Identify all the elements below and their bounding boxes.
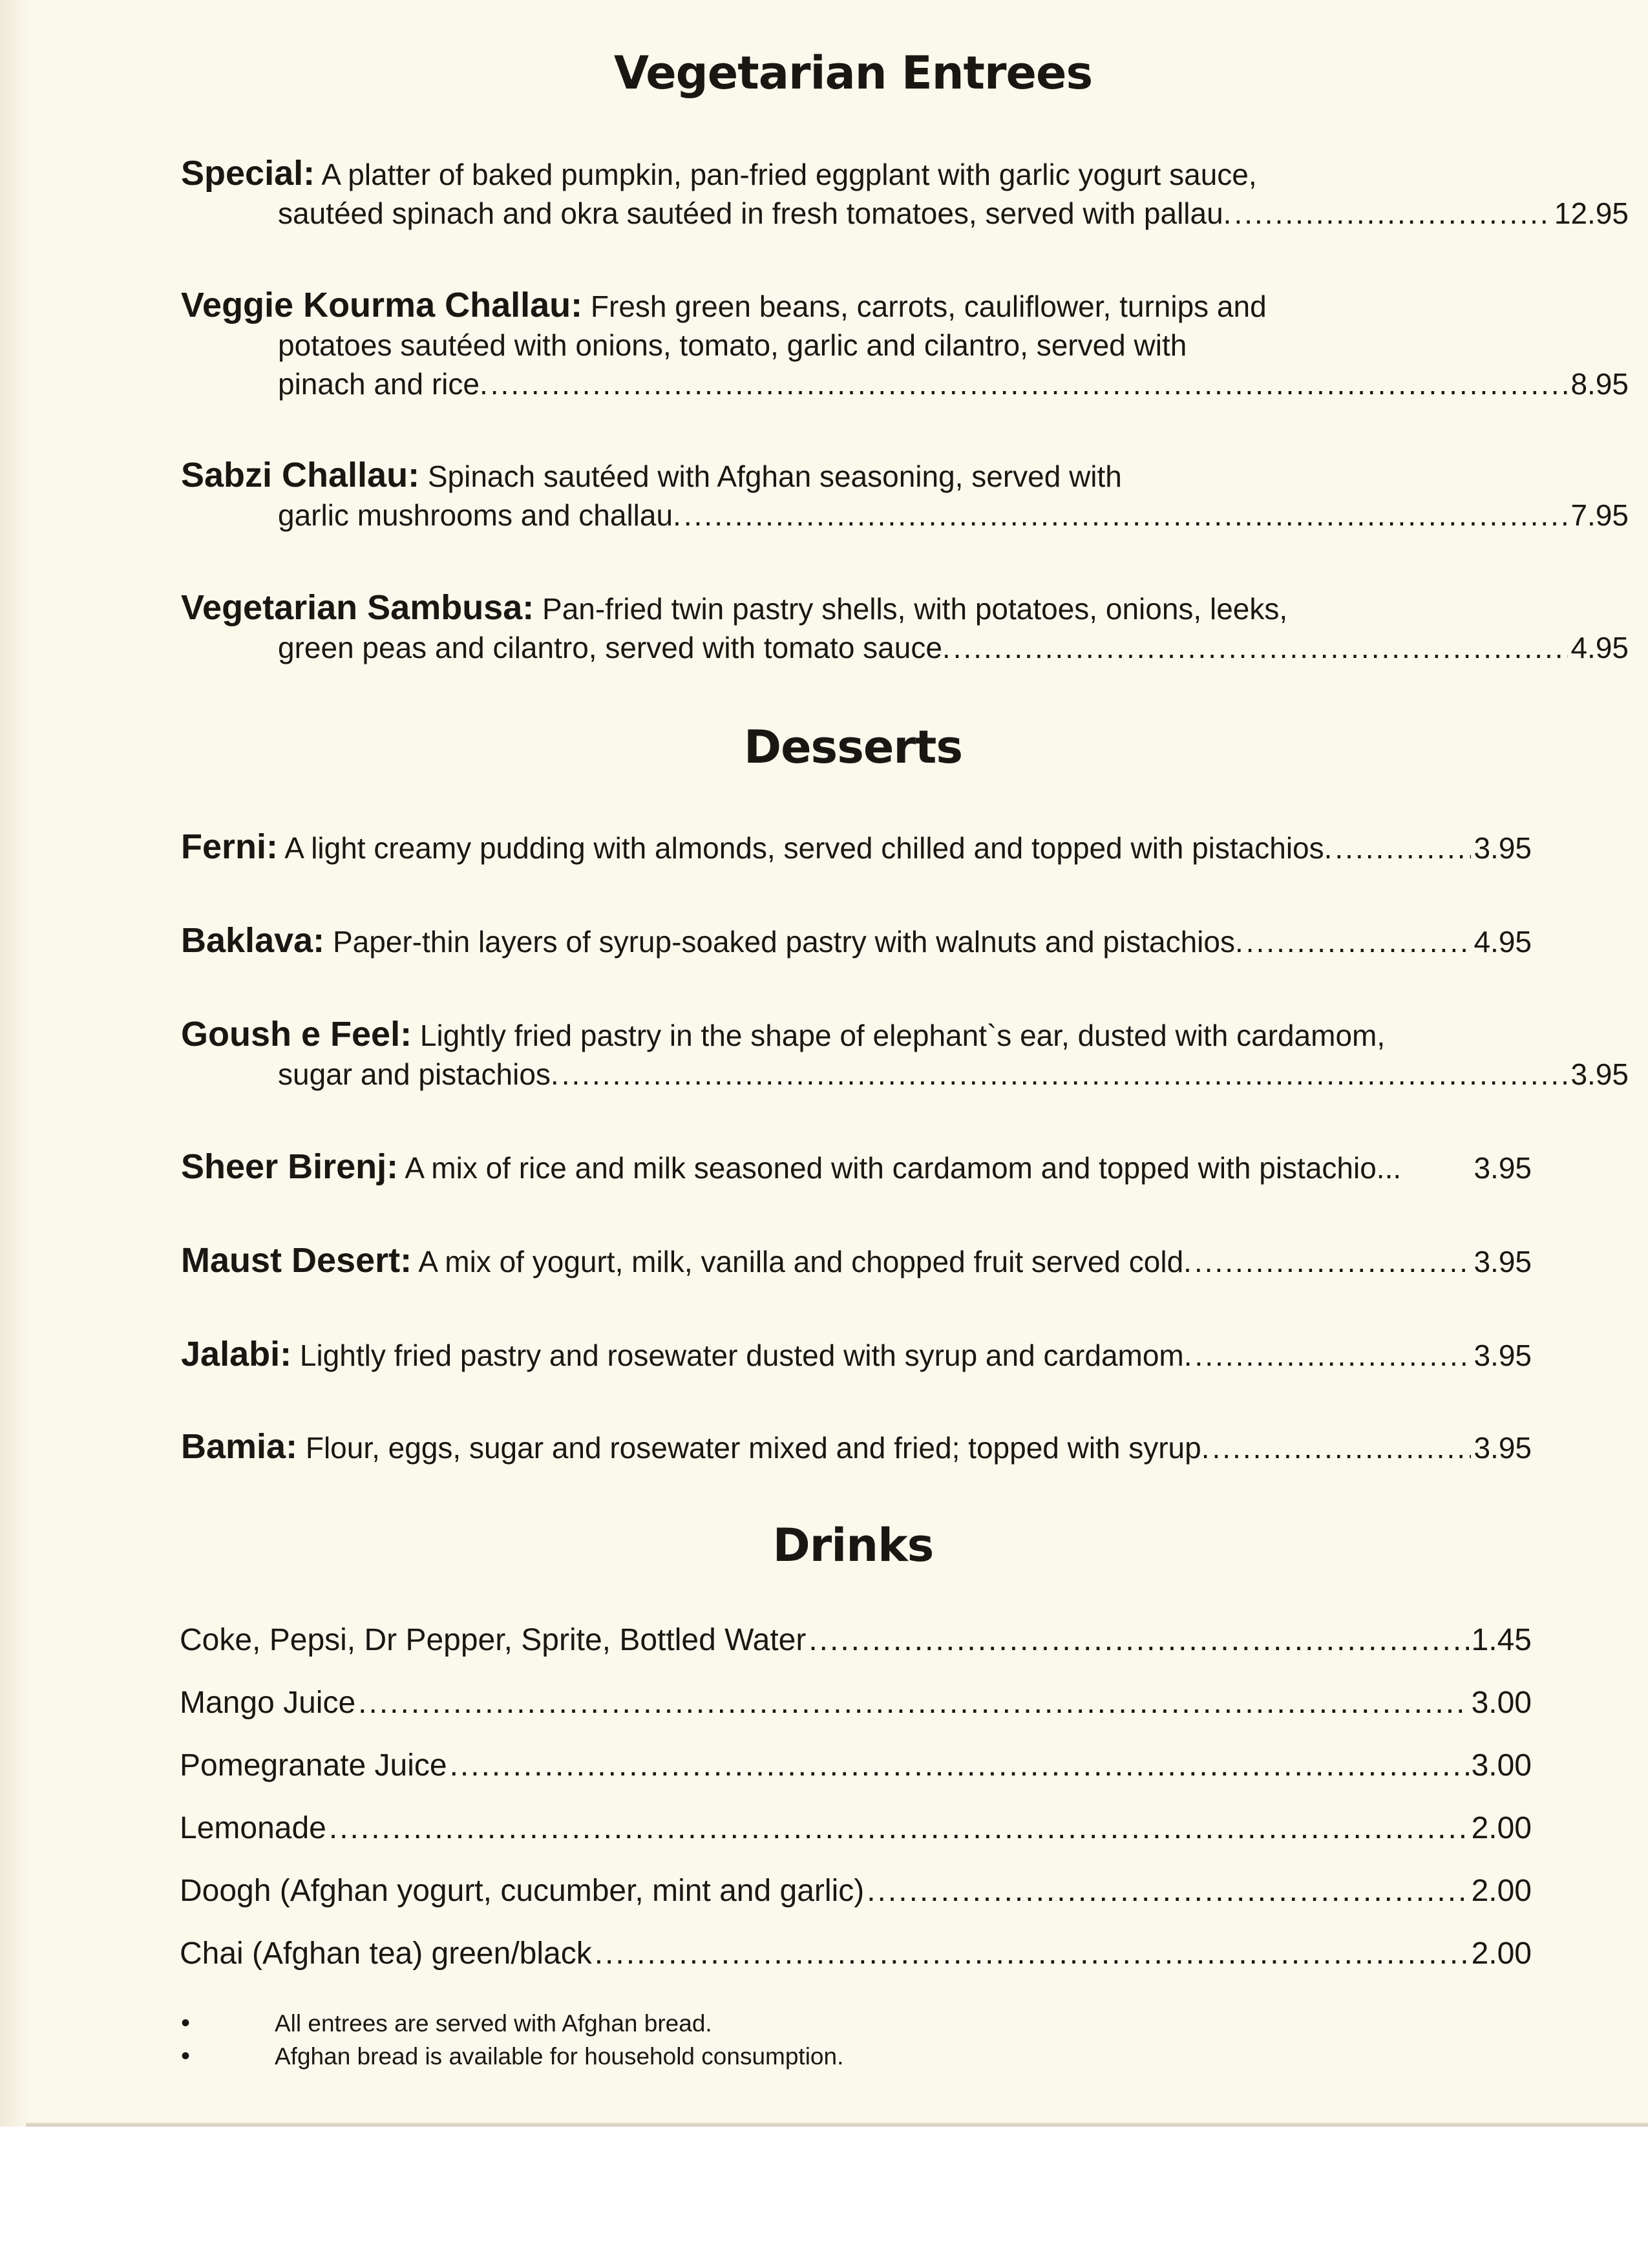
item-description: A light creamy pudding with almonds, served chilled and topped with pistachios. — [284, 831, 1333, 865]
dot-leader — [595, 1934, 1469, 1973]
drink-name: Mango Juice — [180, 1686, 356, 1720]
item-name: Baklava: — [181, 921, 325, 960]
item-name: Goush e Feel: — [181, 1015, 412, 1054]
dot-leader — [867, 1872, 1468, 1911]
item-price: 3.95 — [1474, 831, 1532, 865]
drink-price: 2.00 — [1471, 1936, 1532, 1971]
drink-item-sodas — [180, 1621, 1532, 1660]
item-price: 3.95 — [1474, 1431, 1532, 1465]
drink-price: 3.00 — [1471, 1748, 1532, 1783]
item-description: Spinach sautéed with Afghan seasoning, served with — [427, 460, 1122, 493]
dot-leader — [358, 1684, 1468, 1722]
item-description: Paper-thin layers of syrup-soaked pastry with walnuts and pistachios. — [332, 925, 1243, 959]
drink-item-mango-juice — [180, 1684, 1532, 1722]
item-description: Pan-fried twin pastry shells, with potatoes, onions, leeks, — [542, 592, 1288, 626]
item-name: Veggie Kourma Challau: — [181, 286, 583, 324]
dot-leader — [1195, 1336, 1472, 1375]
menu-item-ferni — [181, 827, 1532, 867]
dot-leader — [1234, 194, 1551, 233]
drink-price: 3.00 — [1471, 1686, 1532, 1720]
dot-leader — [953, 628, 1569, 667]
item-name: Jalabi: — [181, 1335, 292, 1373]
item-description-end: sugar and pistachios. — [278, 1057, 559, 1091]
drink-name: Chai (Afghan tea) green/black — [180, 1936, 592, 1971]
drink-price: 2.00 — [1471, 1811, 1532, 1845]
item-description-end: pinach and rice. — [278, 367, 488, 401]
item-name: Ferni: — [181, 827, 279, 866]
item-description: Flour, eggs, sugar and rosewater mixed and fried; topped with syrup. — [305, 1431, 1210, 1465]
drink-name: Coke, Pepsi, Dr Pepper, Sprite, Bottled Water — [180, 1623, 807, 1657]
item-description: Fresh green beans, carrots, cauliflower, turnips and — [590, 290, 1267, 323]
item-description: A mix of rice and milk seasoned with cardamom and topped with pistachio... — [405, 1151, 1402, 1185]
menu-item-special — [181, 154, 1629, 233]
menu-item-sabzi-challau — [181, 456, 1629, 535]
bullet-icon: • — [181, 2009, 191, 2037]
item-name: Vegetarian Sambusa: — [181, 588, 534, 627]
item-name: Bamia: — [181, 1427, 298, 1466]
item-price: 3.95 — [1474, 1245, 1532, 1278]
drink-item-doogh — [180, 1872, 1532, 1911]
drink-price: 1.45 — [1471, 1623, 1532, 1657]
menu-item-goush-e-feel — [181, 1015, 1629, 1094]
menu-item-vegetarian-sambusa — [181, 588, 1629, 667]
item-description: Lightly fried pastry in the shape of elephant`s ear, dusted with cardamom, — [419, 1019, 1386, 1052]
dot-leader — [808, 1621, 1468, 1660]
menu-item-maust-desert — [181, 1241, 1532, 1281]
dot-leader — [1335, 829, 1471, 867]
drink-name: Pomegranate Juice — [180, 1748, 447, 1783]
item-price: 7.95 — [1570, 498, 1629, 532]
item-name: Maust Desert: — [181, 1241, 412, 1280]
section-title-vegetarian-entrees: Vegetarian Entrees — [613, 47, 1093, 100]
item-description: A mix of yogurt, milk, vanilla and chopped fruit served cold. — [418, 1245, 1192, 1278]
item-price: 4.95 — [1474, 925, 1532, 959]
drink-item-chai — [180, 1934, 1532, 1973]
bullet-icon: • — [181, 2042, 191, 2070]
item-description: Lightly fried pastry and rosewater dusted with syrup and cardamom. — [299, 1339, 1192, 1372]
item-name: Special: — [181, 154, 315, 193]
dot-leader — [1212, 1428, 1472, 1467]
drink-name: Lemonade — [180, 1811, 326, 1845]
item-price: 12.95 — [1554, 196, 1629, 230]
item-price: 4.95 — [1570, 631, 1629, 664]
menu-item-bamia — [181, 1427, 1532, 1467]
footnote — [181, 2040, 843, 2073]
page-edge-shadow — [0, 0, 30, 2126]
item-description-end: garlic mushrooms and challau. — [278, 498, 681, 532]
dot-leader — [562, 1055, 1569, 1094]
dot-leader — [684, 496, 1569, 535]
dot-leader — [491, 365, 1569, 403]
item-price: 3.95 — [1570, 1057, 1629, 1091]
dot-leader — [450, 1746, 1469, 1785]
footnote — [181, 2007, 843, 2040]
drink-price: 2.00 — [1471, 1874, 1532, 1908]
drink-item-lemonade — [180, 1809, 1532, 1848]
item-price: 8.95 — [1570, 367, 1629, 401]
item-description-end: green peas and cilantro, served with tomato sauce. — [278, 631, 951, 664]
dot-leader — [329, 1809, 1469, 1848]
dot-leader — [1194, 1242, 1472, 1281]
menu-item-jalabi — [181, 1335, 1532, 1375]
dot-leader — [1246, 922, 1472, 961]
item-price: 3.95 — [1474, 1339, 1532, 1372]
item-description: A platter of baked pumpkin, pan-fried eggplant with garlic yogurt sauce, — [321, 158, 1257, 191]
footnote-text: Afghan bread is available for household consumption. — [275, 2043, 844, 2070]
item-description-end: sautéed spinach and okra sautéed in fresh tomatoes, served with pallau. — [278, 196, 1232, 230]
drink-name: Doogh (Afghan yogurt, cucumber, mint and garlic) — [180, 1874, 865, 1908]
menu-item-veggie-kourma-challau — [181, 286, 1629, 403]
drink-item-pomegranate-juice — [180, 1746, 1532, 1785]
item-name: Sabzi Challau: — [181, 456, 420, 494]
menu-item-baklava — [181, 921, 1532, 961]
footnotes — [181, 2007, 843, 2073]
section-title-desserts: Desserts — [743, 721, 963, 774]
footnote-text: All entrees are served with Afghan bread. — [275, 2010, 712, 2037]
section-title-drinks: Drinks — [772, 1519, 934, 1572]
item-description: potatoes sautéed with onions, tomato, garlic and cilantro, served with — [278, 328, 1187, 362]
menu-item-sheer-birenj — [181, 1147, 1532, 1187]
item-name: Sheer Birenj: — [181, 1147, 399, 1186]
item-price: 3.95 — [1474, 1151, 1532, 1185]
